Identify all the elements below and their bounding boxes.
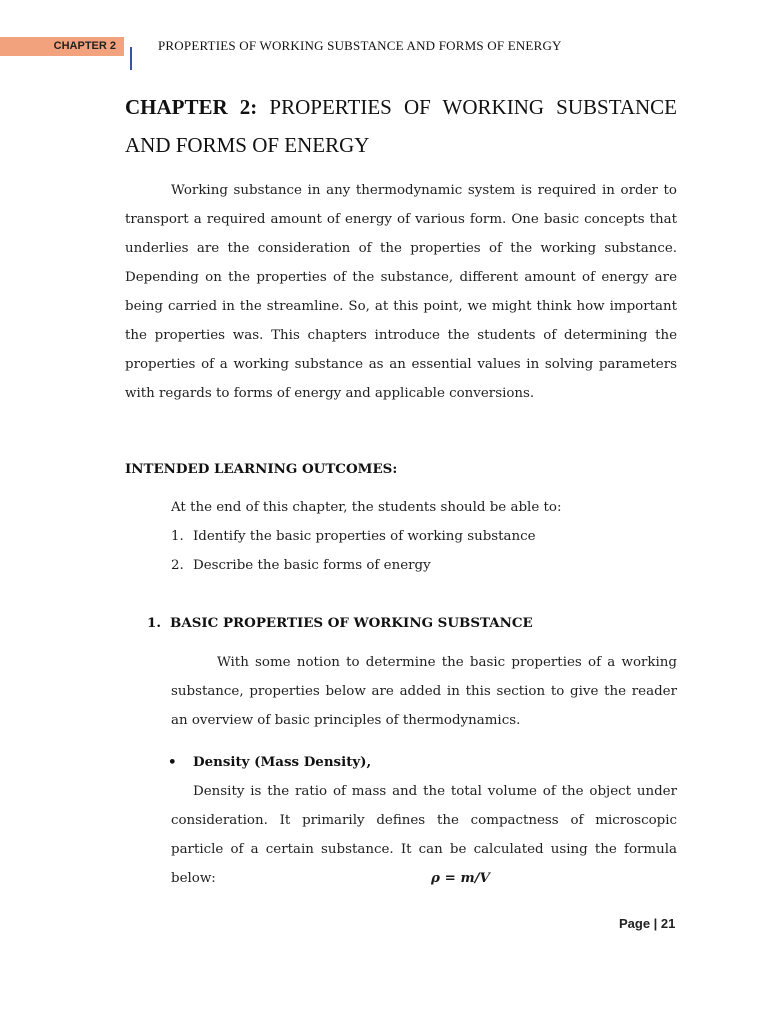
list-item: [171, 558, 431, 573]
section-heading: [147, 615, 533, 631]
section-paragraph-text: With some notion to determine the basic properties of a working substance, properties below are added in this section to give the reader an overview of basic principles of thermodynamics.: [171, 655, 677, 728]
header-divider: [130, 47, 132, 70]
chapter-tab: CHAPTER 2: [0, 37, 124, 56]
intro-paragraph: [125, 176, 677, 408]
list-item-text: Identify the basic properties of working substance: [193, 529, 536, 544]
bullet-item: [168, 754, 371, 770]
density-paragraph: [171, 777, 677, 893]
list-item-number: 2.: [171, 558, 184, 573]
chapter-title-text: PROPERTIES OF WORKING SUBSTANCE AND FORMS OF ENERGY: [125, 95, 678, 157]
chapter-title: [125, 88, 677, 164]
section-paragraph: [171, 648, 677, 735]
intro-paragraph-text: Working substance in any thermodynamic system is required in order to transport a required amount of energy of various form. One basic concepts that underlies are the consideration of the properties of the working substance. Depending on the properties of the substance, different amount of energy are being carried in the streamline. So, at this point, we might think how important the properties was. This chapters introduce the students of determining the properties of a working substance as an essential values in solving parameters with regards to forms of energy and applicable conversions.: [125, 183, 677, 401]
density-formula: ρ = m/V: [431, 870, 490, 886]
chapter-label: CHAPTER 2:: [125, 95, 258, 119]
list-item: [171, 529, 536, 544]
learning-outcomes-intro: At the end of this chapter, the students should be able to:: [171, 500, 562, 515]
list-item-text: Describe the basic forms of energy: [193, 558, 431, 573]
list-item-number: 1.: [171, 529, 184, 544]
learning-outcomes-heading: INTENDED LEARNING OUTCOMES:: [125, 461, 398, 477]
density-paragraph-text: Density is the ratio of mass and the total volume of the object under consideration. It primarily defines the compactness of microscopic particle of a certain substance. It can be calculated using the formula below:: [171, 784, 677, 886]
page-number: Page | 21: [619, 916, 676, 931]
bullet-icon: •: [168, 754, 177, 770]
bullet-title: Density (Mass Density),: [193, 754, 372, 770]
running-header-title: PROPERTIES OF WORKING SUBSTANCE AND FORMS OF ENERGY: [158, 38, 562, 53]
section-heading-text: BASIC PROPERTIES OF WORKING SUBSTANCE: [170, 615, 533, 631]
section-number: 1.: [147, 615, 161, 631]
